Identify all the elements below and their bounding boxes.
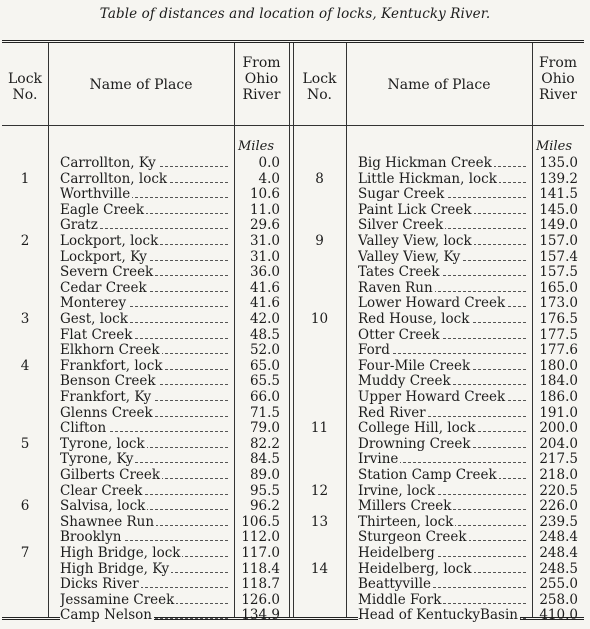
miles-value: 248.5 [539,560,578,577]
miles-value: 4.0 [258,170,280,187]
miles-value: 157.4 [539,248,578,265]
place-name: Gest, lock [60,311,230,327]
miles-value: 112.0 [241,529,280,546]
miles-value: 191.0 [539,404,578,421]
miles-value: 118.4 [241,560,280,577]
place-name: Red House, lock [358,311,528,327]
miles-value: 186.0 [539,389,578,405]
place-name: Brooklyn [60,529,230,545]
place-name: Little Hickman, lock [358,171,528,187]
place-name: Middle Fork [358,592,528,608]
lock-number: 8 [315,170,324,187]
miles-label-right: Miles [536,139,572,154]
miles-value: 255.0 [539,576,578,593]
miles-value: 41.6 [249,295,280,312]
place-name: Four-Mile Creek [358,358,528,374]
place-name: Severn Creek [60,264,230,280]
place-name: Frankfort, Ky [60,389,230,405]
miles-value: 95.5 [249,482,280,499]
lock-number: 7 [20,545,30,561]
miles-value: 36.0 [249,264,280,281]
miles-value: 31.0 [249,248,280,265]
lock-number: 2 [20,233,30,249]
lock-number: 4 [20,357,30,374]
miles-value: 173.0 [539,295,578,312]
place-name: Heidelberg, lock [358,561,528,577]
place-name: Elkhorn Creek [60,342,230,358]
place-name: Sturgeon Creek [358,529,528,545]
miles-value: 29.6 [249,217,280,234]
lock-number: 12 [310,482,329,499]
miles-value: 157.5 [539,264,578,281]
miles-value: 65.5 [249,373,280,390]
place-name: Carrollton, lock [60,171,230,187]
place-name: Flat Creek [60,327,230,343]
place-name: Lockport, lock [60,233,230,249]
header-name-left: Name of Place [89,77,193,93]
place-name: Clear Creek [60,483,230,499]
place-name: High Bridge, lock [60,545,230,561]
miles-value: 89.0 [249,467,280,483]
miles-value: 84.5 [249,451,280,468]
miles-value: 180.0 [539,357,578,374]
place-name: Ford [358,342,528,358]
place-name: Gratz [60,217,230,233]
header-rule [2,125,584,126]
miles-value: 139.2 [539,170,578,187]
place-name: Head of KentuckyBasin [358,607,528,623]
place-name: Paint Lick Creek [358,202,528,218]
miles-value: 135.0 [539,155,578,171]
miles-value: 149.0 [539,217,578,234]
miles-value: 239.5 [539,513,578,530]
header-lock-no-left: Lock No. [7,71,43,103]
lock-number: 1 [20,170,30,187]
miles-value: 79.0 [249,420,280,437]
place-name: High Bridge, Ky [60,561,230,577]
place-name: Upper Howard Creek [358,389,528,405]
place-name: Station Camp Creek [358,467,528,483]
place-name: College Hill, lock [358,420,528,436]
lock-number: 9 [315,233,324,249]
lock-number: 13 [310,513,329,530]
miles-value: 118.7 [241,576,280,593]
place-name: Heidelberg [358,545,528,561]
miles-value: 42.0 [249,311,280,327]
lock-number: 14 [310,560,329,577]
place-name: Silver Creek [358,217,528,233]
miles-value: 410.0 [539,607,578,624]
place-name: Eagle Creek [60,202,230,218]
miles-value: 177.6 [539,342,578,359]
miles-value: 176.5 [539,311,578,327]
place-name: Valley View, Ky [358,249,528,265]
place-name: Valley View, lock [358,233,528,249]
miles-value: 145.0 [539,201,578,218]
lock-number: 11 [310,420,329,437]
miles-value: 177.5 [539,326,578,343]
miles-value: 258.0 [539,591,578,608]
miles-value: 126.0 [241,591,280,608]
miles-value: 82.2 [249,435,280,452]
header-name-right: Name of Place [387,77,491,93]
place-name: Tyrone, lock [60,436,230,452]
lock-number: 3 [20,311,30,327]
miles-value: 65.0 [249,357,280,374]
distance-table [2,40,584,624]
miles-value: 31.0 [249,233,280,249]
center-double-rule [289,43,294,617]
miles-value: 248.4 [539,529,578,546]
place-name: Dicks River [60,576,230,592]
place-name: Lockport, Ky [60,249,230,265]
miles-value: 10.6 [249,186,280,203]
col-rule [48,43,49,617]
place-name: Glenns Creek [60,405,230,421]
miles-value: 134.9 [241,607,280,624]
place-name: Monterey [60,295,230,311]
miles-value: 0.0 [258,155,280,171]
place-name: Shawnee Run [60,514,230,530]
col-rule [346,43,347,617]
place-name: Irvine, lock [358,483,528,499]
miles-value: 217.5 [539,451,578,468]
place-name: Red River [358,405,528,421]
place-name: Lower Howard Creek [358,295,528,311]
place-name: Worthville [60,186,230,202]
miles-value: 48.5 [249,326,280,343]
place-name: Big Hickman Creek [358,155,528,171]
lock-number: 6 [20,498,30,515]
place-name: Frankfort, lock [60,358,230,374]
lock-number: 5 [20,435,30,452]
place-name: Gilberts Creek [60,467,230,483]
miles-value: 184.0 [539,373,578,390]
miles-value: 165.0 [539,279,578,296]
place-name: Irvine [358,451,528,467]
place-name: Cedar Creek [60,280,230,296]
place-name: Tates Creek [358,264,528,280]
place-name: Sugar Creek [358,186,528,202]
place-name: Raven Run [358,280,528,296]
place-name: Millers Creek [358,498,528,514]
lock-number: 10 [310,311,329,327]
place-name: Jessamine Creek [60,592,230,608]
miles-value: 96.2 [249,498,280,515]
place-name: Thirteen, lock [358,514,528,530]
place-name: Beattyville [358,576,528,592]
miles-value: 204.0 [539,435,578,452]
miles-label-left: Miles [238,139,274,154]
place-name: Benson Creek [60,373,230,389]
miles-value: 106.5 [241,513,280,530]
header-lock-no-right: Lock No. [302,71,337,103]
place-name: Tyrone, Ky [60,451,230,467]
place-name: Clifton [60,420,230,436]
miles-value: 248.4 [539,545,578,561]
miles-value: 226.0 [539,498,578,515]
place-name: Carrollton, Ky [60,155,230,171]
header-from-ohio-right: From Ohio River [538,55,578,103]
table-caption: Table of distances and location of locks, Kentucky River. [99,6,491,22]
miles-value: 52.0 [249,342,280,359]
place-name: Otter Creek [358,327,528,343]
place-name: Muddy Creek [358,373,528,389]
miles-value: 200.0 [539,420,578,437]
place-name: Camp Nelson [60,607,230,623]
miles-value: 41.6 [249,279,280,296]
miles-value: 71.5 [249,404,280,421]
place-name: Salvisa, lock [60,498,230,514]
miles-value: 11.0 [249,201,280,218]
miles-value: 141.5 [539,186,578,203]
miles-value: 220.5 [539,482,578,499]
miles-value: 117.0 [241,545,280,561]
header-from-ohio-left: From Ohio River [242,55,281,103]
place-name: Drowning Creek [358,436,528,452]
miles-value: 157.0 [539,233,578,249]
miles-value: 66.0 [249,389,280,405]
miles-value: 218.0 [539,467,578,483]
